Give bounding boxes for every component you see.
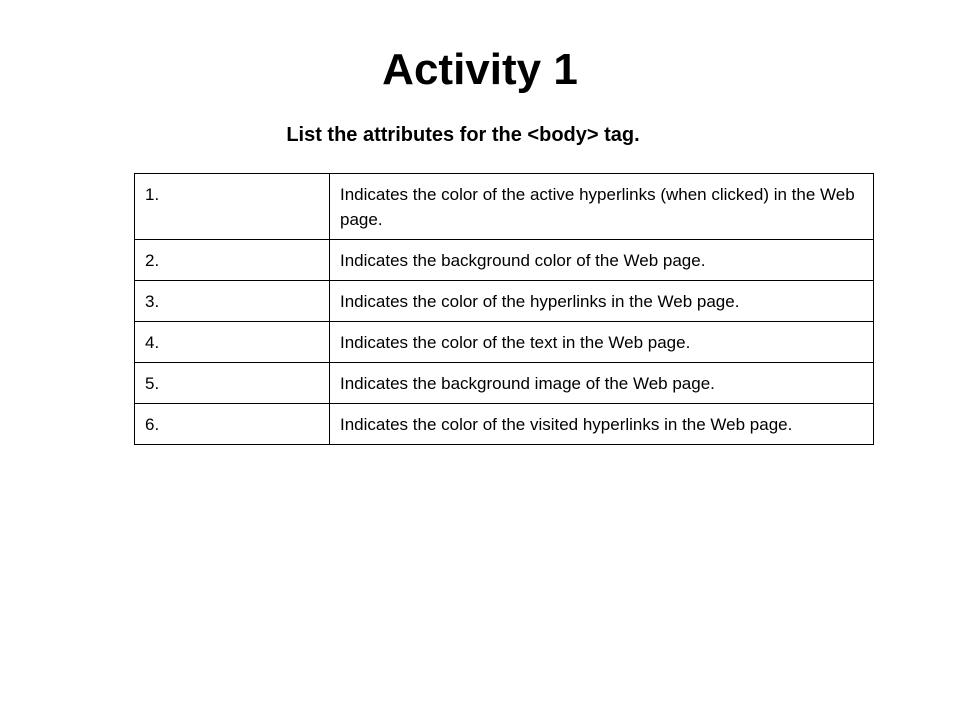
row-number: 6.: [135, 404, 330, 445]
table-row: [135, 281, 874, 322]
slide-title: Activity 1: [382, 45, 578, 94]
row-description: Indicates the color of the text in the Web page.: [330, 322, 874, 363]
row-description: Indicates the background image of the Web page.: [330, 363, 874, 404]
table-row: [135, 404, 874, 445]
row-description: Indicates the background color of the Web page.: [330, 240, 874, 281]
row-number: 2.: [135, 240, 330, 281]
row-number: 5.: [135, 363, 330, 404]
row-description: Indicates the color of the visited hyperlinks in the Web page.: [330, 404, 874, 445]
table-row: [135, 363, 874, 404]
table-row: [135, 240, 874, 281]
row-description: Indicates the color of the active hyperlinks (when clicked) in the Web page.: [330, 174, 874, 240]
row-number: 3.: [135, 281, 330, 322]
slide-subtitle: List the attributes for the <body> tag.: [286, 124, 640, 146]
row-description: Indicates the color of the hyperlinks in the Web page.: [330, 281, 874, 322]
table-row: [135, 322, 874, 363]
attributes-table: [134, 173, 874, 445]
row-number: 4.: [135, 322, 330, 363]
row-number: 1.: [135, 174, 330, 240]
table-row: [135, 174, 874, 240]
